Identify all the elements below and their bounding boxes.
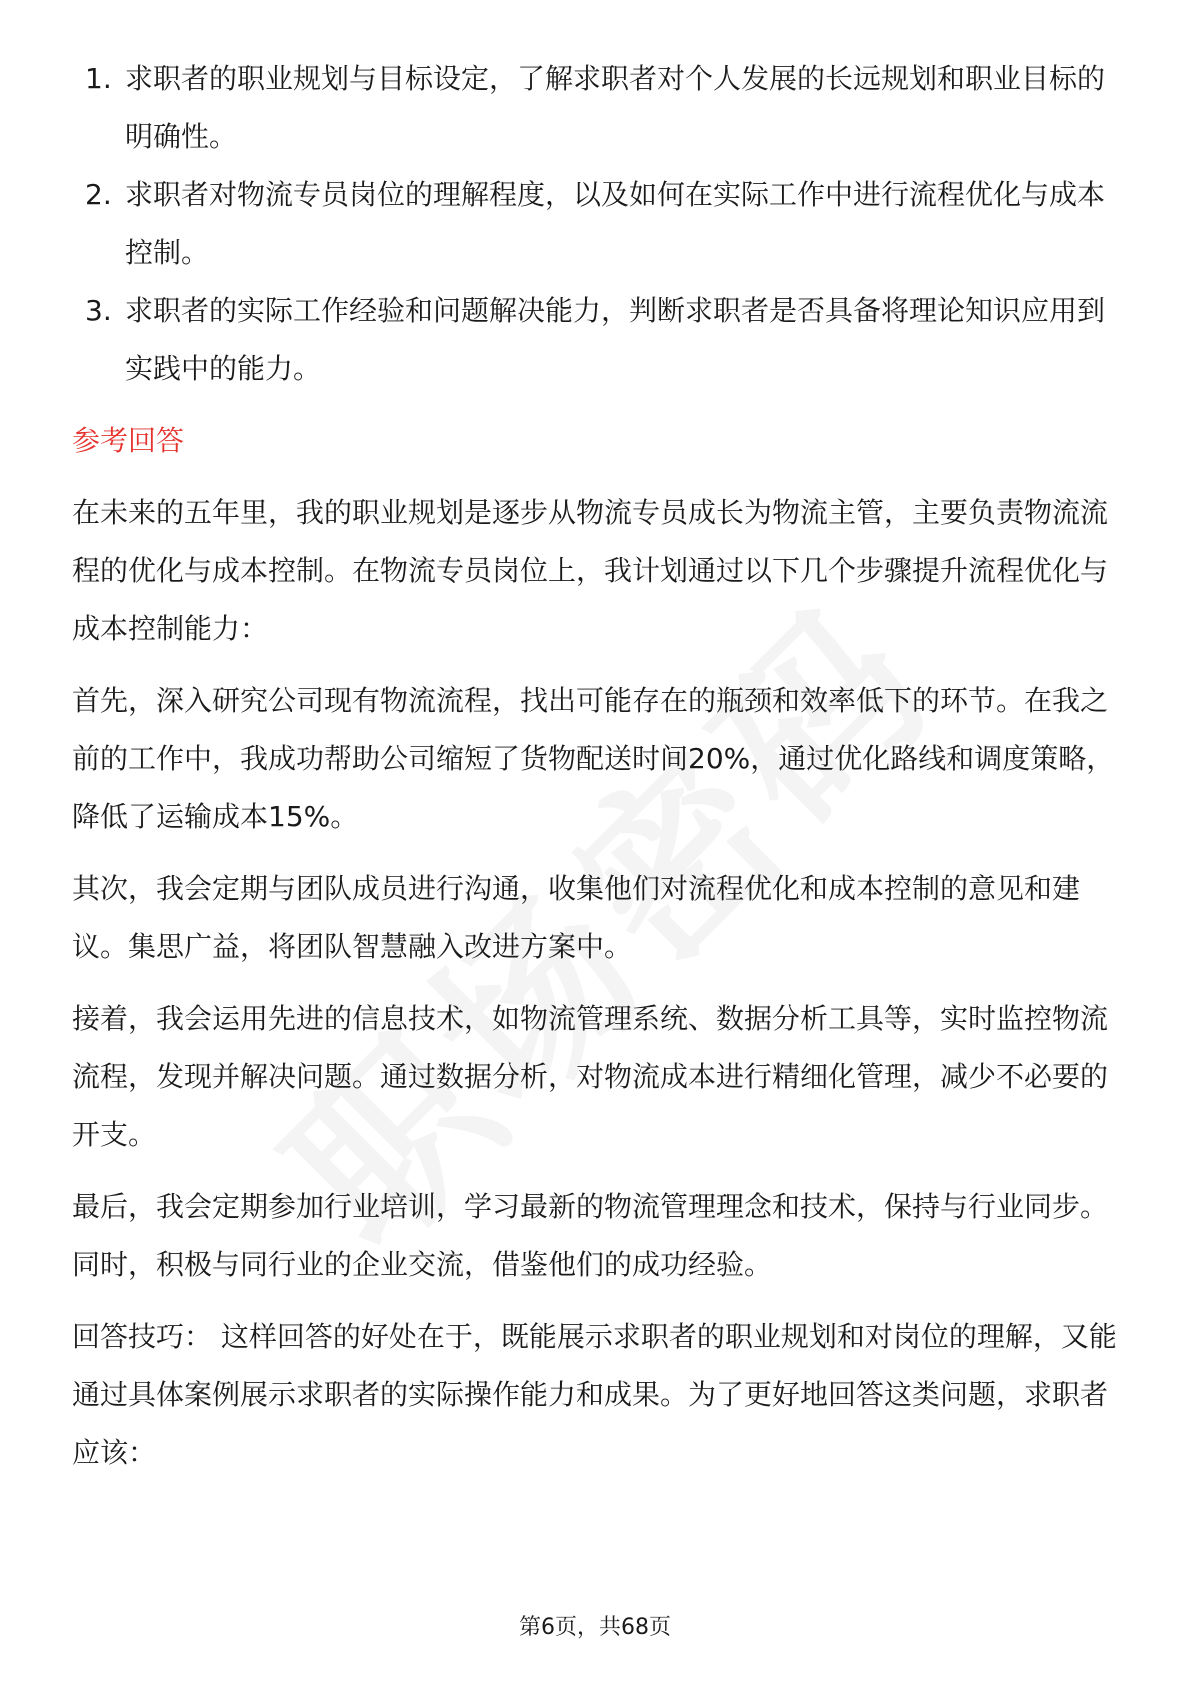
section-title: 参考回答: [72, 424, 185, 457]
paragraph: 在未来的五年里，我的职业规划是逐步从物流专员成长为物流主管，主要负责物流流程的优化与成本控制。在物流专员岗位上，我计划通过以下几个步骤提升流程优化与成本控制能力：: [72, 496, 1109, 645]
paragraph: 首先，深入研究公司现有物流流程，找出可能存在的瓶颈和效率低下的环节。在我之前的工作中，我成功帮助公司缩短了货物配送时间20%，通过优化路线和调度策略，降低了运输成本15%。: [72, 684, 1115, 833]
evaluation-points-list: [72, 50, 1118, 398]
list-item-text: 求职者的职业规划与目标设定，了解求职者对个人发展的长远规划和职业目标的明确性。: [125, 62, 1106, 153]
list-item: [72, 166, 1118, 282]
list-item-text: 求职者的实际工作经验和问题解决能力，判断求职者是否具备将理论知识应用到实践中的能力。: [125, 294, 1106, 385]
list-item: [72, 50, 1118, 166]
list-number: 1.: [85, 62, 112, 95]
list-number: 3.: [85, 294, 112, 327]
paragraph: 接着，我会运用先进的信息技术，如物流管理系统、数据分析工具等，实时监控物流流程，发现并解决问题。通过数据分析，对物流成本进行精细化管理，减少不必要的开支。: [72, 1002, 1109, 1151]
list-item-text: 求职者对物流专员岗位的理解程度，以及如何在实际工作中进行流程优化与成本控制。: [125, 178, 1106, 269]
list-item: [72, 282, 1118, 398]
page-number: 第6页，共68页: [519, 1615, 671, 1640]
paragraph: 回答技巧： 这样回答的好处在于，既能展示求职者的职业规划和对岗位的理解，又能通过具体案例展示求职者的实际操作能力和成果。为了更好地回答这类问题，求职者应该：: [72, 1320, 1117, 1469]
list-number: 2.: [85, 178, 112, 211]
paragraph: 最后，我会定期参加行业培训，学习最新的物流管理理念和技术，保持与行业同步。同时，积极与同行业的企业交流，借鉴他们的成功经验。: [72, 1190, 1109, 1281]
paragraph: 其次，我会定期与团队成员进行沟通，收集他们对流程优化和成本控制的意见和建议。集思广益，将团队智慧融入改进方案中。: [72, 872, 1081, 963]
document-body: [72, 50, 1118, 1496]
